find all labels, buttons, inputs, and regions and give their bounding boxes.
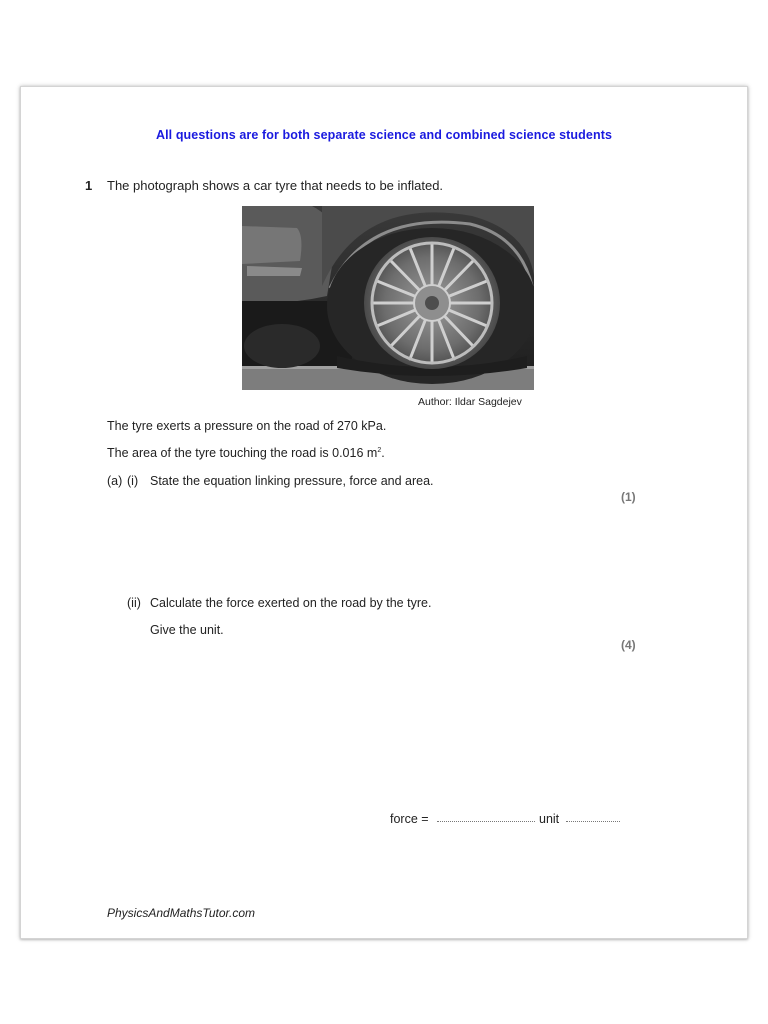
question-number: 1: [85, 178, 93, 193]
part-ii-question: Calculate the force exerted on the road by the tyre.: [150, 596, 432, 610]
pressure-statement: The tyre exerts a pressure on the road of 270 kPa.: [107, 419, 387, 433]
exam-page: [20, 86, 748, 939]
photo-credit: Author: Ildar Sagdejev: [418, 396, 522, 408]
area-statement-end: .: [381, 446, 385, 460]
part-ii-subquestion: Give the unit.: [150, 623, 224, 637]
force-answer-line[interactable]: [437, 821, 535, 822]
tyre-photo: [242, 206, 534, 390]
banner-heading: All questions are for both separate science and combined science students: [155, 128, 613, 142]
force-label: force =: [390, 812, 429, 826]
area-superscript: 2: [377, 446, 382, 454]
part-i-label: (i): [127, 474, 139, 488]
part-ii-label: (ii): [127, 596, 141, 610]
unit-label: unit: [539, 812, 560, 826]
part-i-marks: (1): [621, 490, 636, 504]
part-a-label: (a): [107, 474, 123, 488]
footer-site: PhysicsAndMathsTutor.com: [107, 906, 256, 920]
part-i-question: State the equation linking pressure, force and area.: [150, 474, 434, 488]
unit-answer-line[interactable]: [566, 821, 620, 822]
question-intro: The photograph shows a car tyre that needs to be inflated.: [107, 178, 444, 193]
area-statement: [107, 446, 385, 460]
part-ii-marks: (4): [621, 638, 636, 652]
area-statement-text: The area of the tyre touching the road is 0.016 m: [107, 446, 378, 460]
